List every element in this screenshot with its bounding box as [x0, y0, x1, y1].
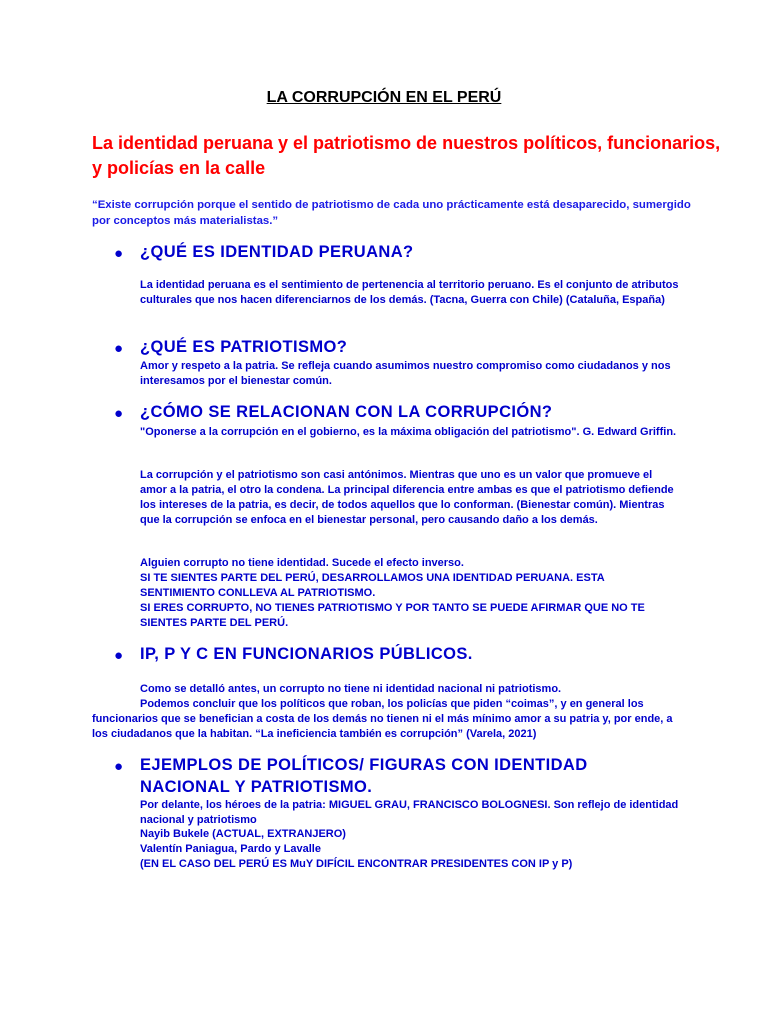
list-item: Alguien corrupto no tiene identidad. Sucede el efecto inverso.: [140, 557, 464, 569]
bullet-icon: ●: [114, 758, 124, 775]
list-item: Nayib Bukele (ACTUAL, EXTRANJERO): [140, 828, 346, 840]
bullet-icon: ●: [114, 340, 124, 357]
section-quote-griffin: "Oponerse a la corrupción en el gobierno, es la máxima obligación del patriotismo". G. Edward Griffin.: [140, 426, 677, 438]
list-item: Podemos concluir que los políticos que roban, los policías que piden “coimas”, y en general los: [140, 698, 644, 710]
subtitle: La identidad peruana y el patriotismo de nuestros políticos, funcionarios, y policías en la calle: [92, 133, 721, 178]
list-item: SI TE SIENTES PARTE DEL PERÚ, DESARROLLAMOS UNA IDENTIDAD PERUANA. ESTA SENTIMIENTO CONLLEVA AL PATRIOTISMO.: [140, 572, 605, 599]
list-item: Valentín Paniagua, Pardo y Lavalle: [140, 843, 321, 855]
bullet-icon: ●: [114, 245, 124, 262]
section-body-funcionarios: [92, 682, 682, 742]
section-list-ejemplos: [140, 827, 680, 872]
section-heading-relacion: ¿CÓMO SE RELACIONAN CON LA CORRUPCIÓN?: [140, 403, 553, 421]
page-title: LA CORRUPCIÓN EN EL PERÚ: [266, 89, 502, 106]
section-list-relacion: [140, 556, 680, 631]
section-heading-ejemplos: EJEMPLOS DE POLÍTICOS/ FIGURAS CON IDENTIDAD NACIONAL Y PATRIOTISMO.: [140, 756, 588, 796]
list-item: SI ERES CORRUPTO, NO TIENES PATRIOTISMO Y POR TANTO SE PUEDE AFIRMAR QUE NO TE SIENTES PARTE DEL PERÚ.: [140, 602, 645, 629]
list-item: funcionarios que se benefician a costa de los demás no tienen ni el más mínimo amor a su patria y, por ende, a los ciudadanos que la habitan. “La ineficiencia también es corrupción” (Varela, 2021): [92, 713, 673, 740]
list-item: (EN EL CASO DEL PERÚ ES MuY DIFÍCIL ENCONTRAR PRESIDENTES CON IP y P): [140, 858, 573, 870]
section-body-relacion: La corrupción y el patriotismo son casi antónimos. Mientras que uno es un valor que promueve el amor a la patria, el otro la condena. La principal diferencia entre ambas es que el patriotismo defiende los intereses de la patria, es decir, de todos aquellos que lo conforman. (Bienestar común). Mientras que la corrupción se enfoca en el bienestar personal, pero causando daño a los demás.: [140, 469, 674, 526]
section-body-patriotismo: Amor y respeto a la patria. Se refleja cuando asumimos nuestro compromiso como ciudadanos y nos interesamos por el bienestar común.: [140, 360, 671, 387]
section-heading-funcionarios: IP, P Y C EN FUNCIONARIOS PÚBLICOS.: [140, 645, 473, 663]
section-body-ejemplos: Por delante, los héroes de la patria: MIGUEL GRAU, FRANCISCO BOLOGNESI. Son reflejo de identidad nacional y patriotismo: [140, 799, 679, 826]
section-heading-patriotismo: ¿QUÉ ES PATRIOTISMO?: [140, 338, 348, 356]
list-item: Como se detalló antes, un corrupto no tiene ni identidad nacional ni patriotismo.: [140, 683, 562, 695]
section-heading-identidad: ¿QUÉ ES IDENTIDAD PERUANA?: [140, 243, 414, 261]
bullet-icon: ●: [114, 405, 124, 422]
bullet-icon: ●: [114, 647, 124, 664]
section-body-identidad: La identidad peruana es el sentimiento de pertenencia al territorio peruano. Es el conjunto de atributos culturales que nos hacen diferenciarnos de los demás. (Tacna, Guerra con Chile) (Cataluña, España): [140, 279, 679, 306]
intro-quote: “Existe corrupción porque el sentido de patriotismo de cada uno prácticamente está desaparecido, sumergido por conceptos más materialistas.”: [92, 199, 691, 227]
